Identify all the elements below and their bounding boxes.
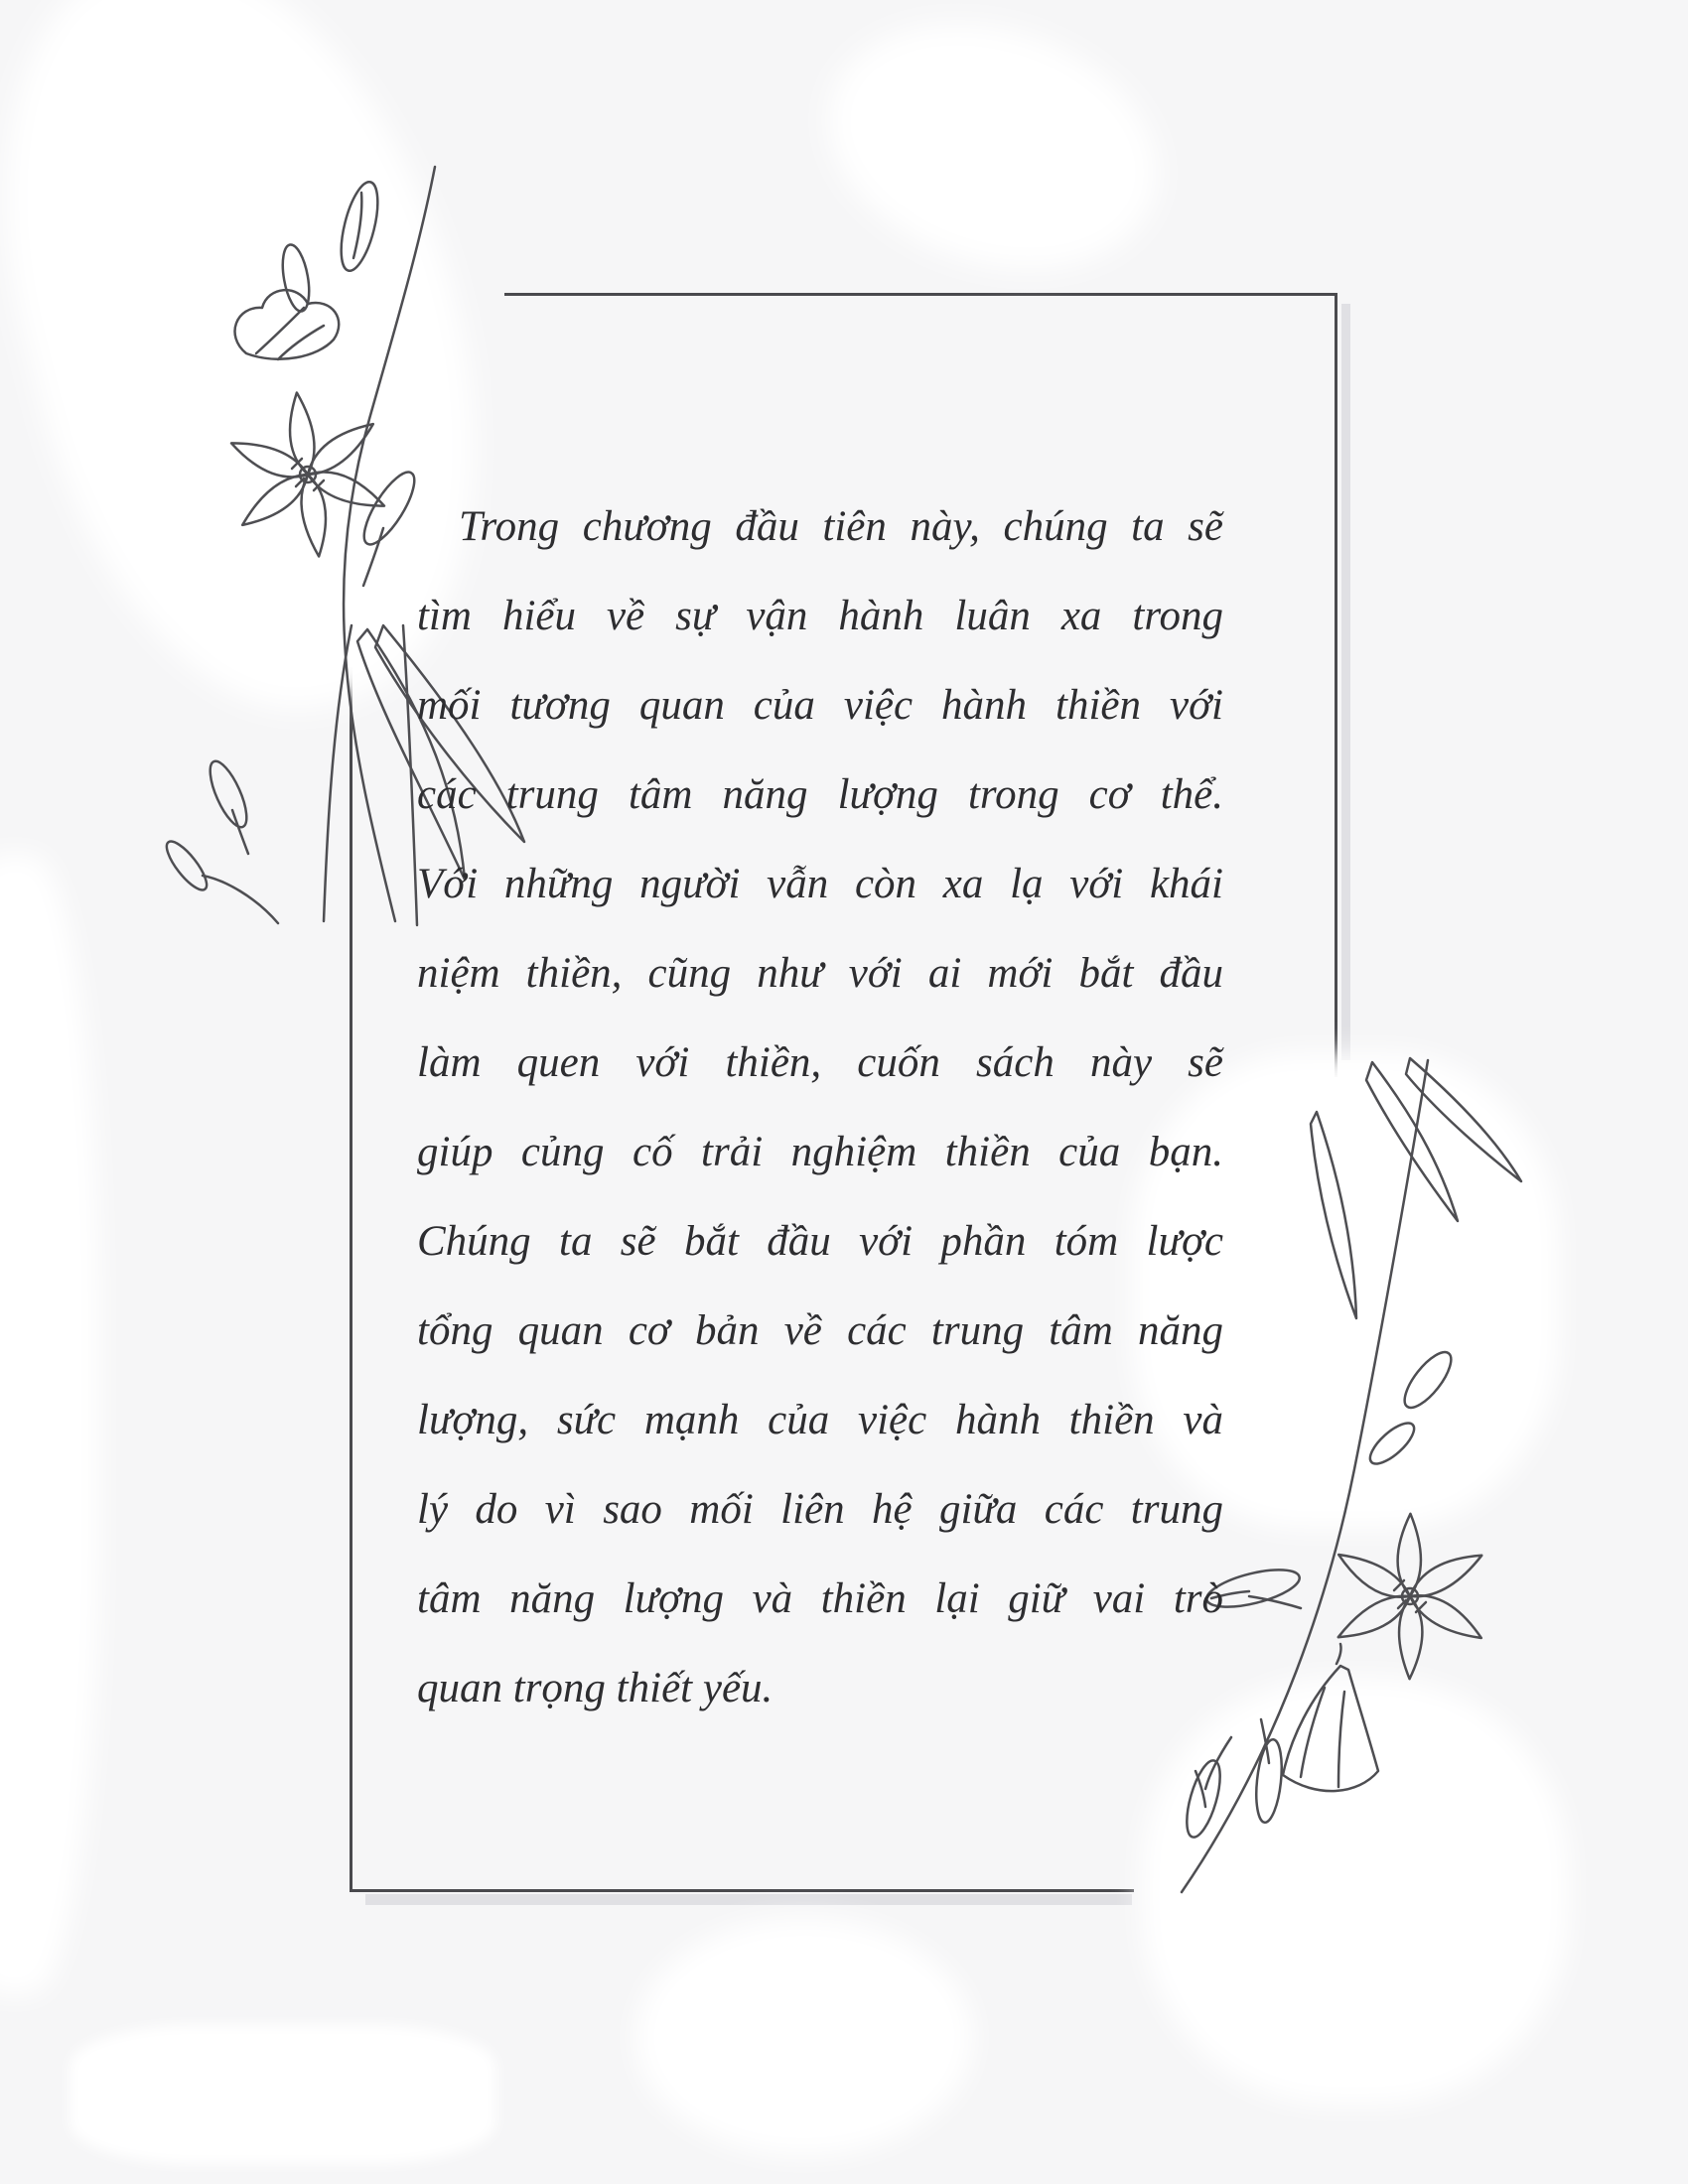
bud-group bbox=[161, 179, 423, 895]
small-flower bbox=[235, 290, 340, 359]
paragraph-line-10: tổng quan cơ bản về các trung tâm năng bbox=[417, 1307, 1223, 1354]
frame-border-right bbox=[1335, 293, 1337, 1077]
paragraph-line-4: các trung tâm năng lượng trong cơ thể. bbox=[417, 771, 1223, 818]
paragraph-line-5: Với những người vẫn còn xa lạ với khái bbox=[417, 861, 1223, 907]
paragraph-line-6: niệm thiền, cũng như với ai mới bắt đầu bbox=[417, 950, 1223, 997]
paragraph-line-11: lượng, sức mạnh của việc hành thiền và bbox=[417, 1397, 1223, 1443]
white-patch-bottom-center bbox=[635, 1918, 973, 2156]
leaf-group bbox=[1311, 1058, 1521, 1318]
frame-shadow-right bbox=[1341, 304, 1350, 1060]
paragraph-line-3: mối tương quan của việc hành thiền với bbox=[417, 682, 1223, 729]
paragraph-line-9: Chúng ta sẽ bắt đầu với phần tóm lược bbox=[417, 1218, 1223, 1265]
star-flower bbox=[1332, 1513, 1488, 1680]
paragraph-line-14: quan trọng thiết yếu. bbox=[417, 1665, 774, 1711]
white-patch-left-edge bbox=[0, 854, 99, 1995]
paragraph-line-7: làm quen với thiền, cuốn sách này sẽ bbox=[417, 1039, 1223, 1086]
chapter-intro-paragraph bbox=[417, 482, 1223, 1733]
paragraph-line-12: lý do vì sao mối liên hệ giữa các trung bbox=[417, 1486, 1223, 1533]
paragraph-line-2: tìm hiểu về sự vận hành luân xa trong bbox=[417, 593, 1223, 639]
paragraph-line-1: Trong chương đầu tiên này, chúng ta sẽ bbox=[459, 503, 1223, 550]
white-patch-top-center bbox=[796, 0, 1190, 310]
frame-border-top bbox=[504, 293, 1337, 296]
paragraph-line-13: tâm năng lượng và thiền lại giữ vai trò bbox=[417, 1575, 1223, 1622]
frame-border-bottom bbox=[350, 1889, 1134, 1892]
watermark-blob bbox=[70, 2025, 496, 2164]
stem-group bbox=[203, 167, 435, 925]
frame-shadow-bottom bbox=[365, 1894, 1132, 1905]
paragraph-line-8: giúp củng cố trải nghiệm thiền của bạn. bbox=[417, 1129, 1223, 1175]
